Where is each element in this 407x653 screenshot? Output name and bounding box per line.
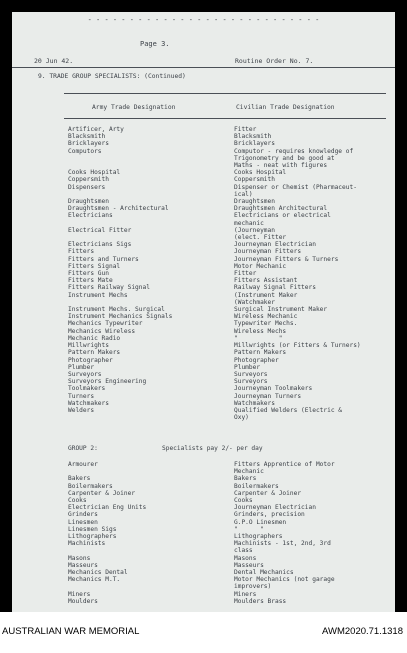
civilian-trade-cell: Railway Signal Fitters: [234, 284, 316, 292]
army-trade-cell: Masseurs: [68, 561, 98, 569]
table-row: [68, 357, 390, 364]
civilian-trade-cell: Qualified Welders (Electric &: [234, 406, 343, 414]
army-trade-cell: Bakers: [68, 475, 91, 483]
table-row: [68, 400, 390, 407]
army-trade-cell: Electrician Eng Units: [68, 504, 147, 512]
table-row: [68, 184, 390, 191]
table-row: [68, 191, 390, 198]
table-row: [68, 234, 390, 241]
civilian-trade-cell: Watchmakers: [234, 399, 275, 407]
civilian-trade-cell: improvers): [234, 583, 272, 591]
army-trade-cell: [68, 583, 234, 590]
routine-order-number: Routine Order No. 7.: [235, 57, 314, 65]
table-row: [68, 468, 390, 475]
archive-reference: AWM2020.71.1318: [322, 626, 403, 637]
table-row: [68, 313, 390, 320]
civilian-trade-cell: Moulders Brass: [234, 597, 287, 605]
civilian-trade-cell: Miners: [234, 590, 257, 598]
table-row: [68, 248, 390, 255]
army-trade-cell: Surveyors Engineering: [68, 378, 147, 386]
table-row: [68, 371, 390, 378]
section-title: 9. TRADE GROUP SPECIALISTS: (Continued): [38, 73, 186, 80]
army-trade-cell: Miners: [68, 590, 91, 598]
army-trade-cell: Computors: [68, 147, 102, 155]
army-trade-cell: Machinists: [68, 540, 106, 548]
civilian-trade-cell: Motor Mechanic: [234, 262, 287, 270]
table-row: [68, 205, 390, 212]
group-2-pay-note: Specialists pay 2/- per day: [162, 445, 263, 452]
army-trade-cell: Photographer: [68, 356, 113, 364]
civilian-trade-cell: Bricklayers: [234, 140, 275, 148]
table-row: [68, 133, 390, 140]
civilian-trade-cell: Draughtsmen Architectural: [234, 205, 328, 213]
civilian-trade-cell: Blacksmith: [234, 133, 272, 141]
table-row: [68, 335, 390, 342]
civilian-trade-cell: (Instrument Maker: [234, 291, 298, 299]
table-row: [68, 176, 390, 183]
army-trade-cell: Electricians: [68, 212, 113, 220]
civilian-column-header: Civilian Trade Designation: [236, 104, 335, 111]
army-trade-cell: Toolmakers: [68, 385, 106, 393]
civilian-trade-cell: Journeyman Electrician: [234, 504, 316, 512]
civilian-trade-cell: Cooks Hospital: [234, 169, 287, 177]
army-trade-cell: Mechanics M.T.: [68, 576, 121, 584]
civilian-trade-cell: Journeyman Fitters & Turners: [234, 255, 339, 263]
army-trade-cell: Draughtsmen: [68, 198, 109, 206]
civilian-trade-cell: Fitter: [234, 126, 257, 133]
civilian-trade-cell: G.P.O Linesmen: [234, 518, 287, 526]
army-trade-cell: Linesmen Sigs: [68, 525, 117, 533]
table-row: [68, 569, 390, 576]
table-row: [68, 349, 390, 356]
civilian-trade-cell: Masseurs: [234, 561, 264, 569]
civilian-trade-cell: Journeyman Toolmakers: [234, 385, 313, 393]
civilian-trade-cell: Dental Mechanics: [234, 569, 294, 577]
table-row: [68, 299, 390, 306]
group-2-label: GROUP 2:: [68, 445, 98, 452]
army-trade-cell: Welders: [68, 406, 95, 414]
table-row: [68, 342, 390, 349]
civilian-trade-cell: " ": [234, 525, 264, 533]
top-line: - - - - - - - - - - - - - - - - - - - - - - - - - - - -: [87, 16, 320, 24]
civilian-trade-cell: Plumber: [234, 363, 261, 371]
table-row: [68, 547, 390, 554]
table-row: [68, 414, 390, 421]
army-trade-cell: Masons: [68, 554, 91, 562]
army-trade-cell: Dispensers: [68, 183, 106, 191]
army-trade-cell: [68, 191, 234, 198]
table-row: [68, 270, 390, 277]
civilian-trade-cell: Machinists - 1st, 2nd, 3rd: [234, 540, 331, 548]
army-trade-cell: Moulders: [68, 597, 98, 605]
army-trade-cell: Cooks: [68, 497, 87, 505]
civilian-trade-cell: Coppersmith: [234, 176, 275, 184]
page-number: Page 3.: [140, 40, 170, 48]
document-page: [12, 12, 395, 612]
table-row: [68, 562, 390, 569]
civilian-trade-cell: Journeyman Turners: [234, 392, 302, 400]
civilian-trade-cell: Trigonometry and be good at: [234, 154, 335, 162]
army-trade-cell: Cooks Hospital: [68, 169, 121, 177]
table-row: [68, 393, 390, 400]
army-trade-cell: Bricklayers: [68, 140, 109, 148]
civilian-trade-cell: Bakers: [234, 475, 257, 483]
army-trade-cell: [68, 162, 234, 169]
army-trade-cell: Lithographers: [68, 533, 117, 541]
table-row: [68, 385, 390, 392]
civilian-trade-cell: class: [234, 547, 253, 555]
civilian-trade-cell: Boilermakers: [234, 482, 279, 490]
civilian-trade-cell: Lithographers: [234, 533, 283, 541]
table-row: [68, 378, 390, 385]
civilian-trade-cell: mechanic: [234, 219, 264, 227]
army-trade-cell: Coppersmith: [68, 176, 109, 184]
table-row: [68, 148, 390, 155]
table-row: [68, 263, 390, 270]
table-row: [68, 256, 390, 263]
civilian-trade-cell: Maths - neat with figures: [234, 162, 328, 170]
table-row: [68, 540, 390, 547]
table-row: [68, 126, 390, 133]
civilian-trade-cell: Draughtsmen: [234, 198, 275, 206]
civilian-trade-cell: Masons: [234, 554, 257, 562]
table-row: [68, 576, 390, 583]
civilian-trade-cell: Fitter: [234, 270, 257, 278]
table-row: [68, 519, 390, 526]
army-trade-cell: Fitters Railway Signal: [68, 284, 150, 292]
table-row: [68, 306, 390, 313]
table-row: [68, 555, 390, 562]
army-trade-cell: [68, 468, 234, 475]
archive-footer: [0, 612, 407, 653]
civilian-trade-cell: Fitters Assistant: [234, 277, 298, 285]
table-row: [68, 140, 390, 147]
army-trade-cell: Millwrights: [68, 342, 109, 350]
army-trade-cell: Mechanics Wireless: [68, 327, 136, 335]
table-row: [68, 292, 390, 299]
army-trade-cell: Plumber: [68, 363, 95, 371]
civilian-trade-cell: (elect. Fitter: [234, 234, 287, 242]
army-trade-cell: Draughtsmen - Architectural: [68, 205, 169, 213]
civilian-trade-cell: Computor - requires knowledge of: [234, 147, 354, 155]
army-trade-cell: Pattern Makers: [68, 349, 121, 357]
civilian-trade-cell: Photographer: [234, 356, 279, 364]
army-column-header: Army Trade Designation: [92, 104, 176, 111]
army-trade-cell: [68, 299, 234, 306]
civilian-trade-cell: Journeyman Fitters: [234, 248, 302, 256]
trade-table-group2: [68, 461, 390, 605]
civilian-trade-cell: Mechanic: [234, 468, 264, 476]
civilian-trade-cell: Grinders, precision: [234, 511, 305, 519]
army-trade-cell: Turners: [68, 392, 95, 400]
civilian-trade-cell: " ": [234, 334, 283, 342]
army-trade-cell: Grinders: [68, 511, 98, 519]
civilian-trade-cell: Typewriter Mechs.: [234, 320, 298, 328]
army-trade-cell: Electricians Sigs: [68, 241, 132, 249]
table-row: [68, 483, 390, 490]
army-trade-cell: Electrical Fitter: [68, 226, 132, 234]
table-row: [68, 526, 390, 533]
civilian-trade-cell: Wireless Mechanic: [234, 313, 298, 321]
civilian-trade-cell: (Journeyman: [234, 226, 275, 234]
table-row: [68, 328, 390, 335]
table-row: [68, 490, 390, 497]
civilian-trade-cell: ical): [234, 190, 253, 198]
order-date: 20 Jun 42.: [34, 57, 74, 65]
table-row: [68, 461, 390, 468]
army-trade-cell: [68, 220, 234, 227]
table-row: [68, 284, 390, 291]
table-row: [68, 504, 390, 511]
civilian-trade-cell: Electricians or electrical: [234, 212, 331, 220]
army-trade-cell: [68, 234, 234, 241]
table-row: [68, 497, 390, 504]
army-trade-cell: [68, 414, 234, 421]
army-trade-cell: Instrument Mechs: [68, 291, 128, 299]
army-trade-cell: [68, 155, 234, 162]
army-trade-cell: Instrument Mechanics Signals: [68, 313, 173, 321]
table-row: [68, 220, 390, 227]
civilian-trade-cell: Surveyors: [234, 378, 268, 386]
table-row: [68, 407, 390, 414]
civilian-trade-cell: Pattern Makers: [234, 349, 287, 357]
army-trade-cell: Armourer: [68, 461, 98, 468]
table-row: [68, 320, 390, 327]
civilian-trade-cell: Fitters Apprentice of Motor: [234, 461, 335, 468]
army-trade-cell: Fitters Gun: [68, 270, 109, 278]
civilian-trade-cell: Motor Mechanics (not garage: [234, 576, 335, 584]
table-row: [68, 598, 390, 605]
table-row: [68, 227, 390, 234]
civilian-trade-cell: Oxy): [234, 414, 249, 422]
army-trade-cell: [68, 547, 234, 554]
army-trade-cell: Carpenter & Joiner: [68, 489, 136, 497]
army-trade-cell: Blacksmith: [68, 133, 106, 141]
header-divider: [12, 67, 395, 68]
army-trade-cell: Mechanics Typewriter: [68, 320, 143, 328]
archive-name: AUSTRALIAN WAR MEMORIAL: [2, 626, 140, 637]
table-row: [68, 533, 390, 540]
table-row: [68, 475, 390, 482]
civilian-trade-cell: Millwrights (or Fitters & Turners): [234, 342, 361, 350]
trade-table-group1: [68, 126, 390, 421]
table-row: [68, 583, 390, 590]
army-trade-cell: Fitters Signal: [68, 262, 121, 270]
army-trade-cell: Fitters and Turners: [68, 255, 139, 263]
table-row: [68, 162, 390, 169]
army-trade-cell: Fitters: [68, 248, 95, 256]
civilian-trade-cell: Dispenser or Chemist (Pharmaceut-: [234, 183, 357, 191]
civilian-trade-cell: Carpenter & Joiner: [234, 489, 302, 497]
table-top-rule: [64, 93, 386, 94]
army-trade-cell: Fitters Mate: [68, 277, 113, 285]
table-row: [68, 591, 390, 598]
army-trade-cell: Artificer, Arty: [68, 126, 124, 133]
civilian-trade-cell: Surgical Instrument Maker: [234, 306, 328, 314]
civilian-trade-cell: Journeyman Electrician: [234, 241, 316, 249]
army-trade-cell: Mechanic Radio: [68, 334, 121, 342]
table-row: [68, 277, 390, 284]
army-trade-cell: Linesmen: [68, 518, 98, 526]
army-trade-cell: Boilermakers: [68, 482, 113, 490]
army-trade-cell: Watchmakers: [68, 399, 109, 407]
table-row: [68, 241, 390, 248]
table-row: [68, 169, 390, 176]
army-trade-cell: Instrument Mechs. Surgical: [68, 306, 165, 314]
civilian-trade-cell: Wireless Mechs: [234, 327, 287, 335]
table-row: [68, 155, 390, 162]
table-row: [68, 511, 390, 518]
civilian-trade-cell: Cooks: [234, 497, 253, 505]
table-row: [68, 364, 390, 371]
army-trade-cell: Mechanics Dental: [68, 569, 128, 577]
army-trade-cell: Surveyors: [68, 370, 102, 378]
table-row: [68, 198, 390, 205]
table-row: [68, 212, 390, 219]
table-header-rule: [64, 118, 386, 119]
civilian-trade-cell: Surveyors: [234, 370, 268, 378]
civilian-trade-cell: (Watchmaker: [234, 298, 275, 306]
